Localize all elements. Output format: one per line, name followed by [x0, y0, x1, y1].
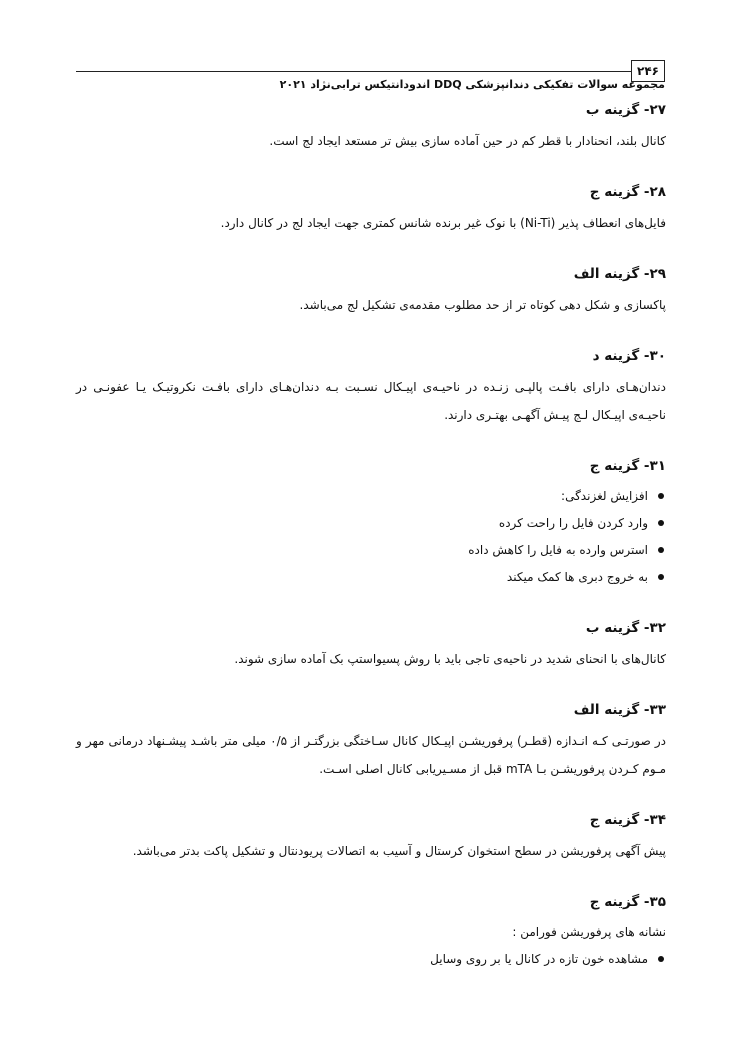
answer-29 [76, 262, 666, 319]
list-item [76, 510, 666, 537]
answer-35 [76, 890, 666, 973]
answer-27 [76, 98, 666, 155]
answer-explanation: کانال‌های با انحنای شدید در ناحیه‌ی تاجی باید با روش پسیواستپ بک آماده سازی شوند. [234, 652, 666, 666]
answer-title: ۳۱- گزینه ج [589, 458, 666, 474]
bullet-icon [658, 956, 664, 962]
answer-explanation: پیش آگهی پرفوریشن در سطح استخوان کرستال و آسیب به اتصالات پریودنتال و تشکیل پاکت بدتر می‌باشد. [132, 844, 666, 858]
answer-title: ۳۵- گزینه ج [589, 894, 666, 910]
list-item-text: مشاهده خون تازه در کانال یا بر روی وسایل [430, 952, 648, 966]
answer-title: ۲۸- گزینه ج [589, 184, 666, 200]
answer-34 [76, 808, 666, 865]
answer-title: ۳۳- گزینه الف [573, 702, 666, 718]
answer-title: ۳۲- گزینه ب [585, 620, 666, 636]
answer-explanation: دندان‌هـای دارای بافـت پالپـی زنـده در ناحیـه‌ی اپیـکال نسـبت بـه دندان‌هـای دارای بافـت نکروتیـک یـا عفونـی در ناحیـه‌ی اپیـکال لـج پیـش آگهـی بهتـری دارند. [76, 380, 666, 422]
bullet-icon [658, 547, 664, 553]
answer-28 [76, 180, 666, 237]
bullet-icon [658, 574, 664, 580]
answer-30 [76, 344, 666, 429]
list-item-text: استرس وارده به فایل را کاهش داده [468, 543, 648, 557]
answer-explanation: در صورتـی کـه انـدازه (قطـر) پرفوریشـن اپیـکال کانال سـاختگی بزرگتـر از ۰/۵ میلی متر باشـد پیشـنهاد درمانی مهر و مـوم کـردن پرفوریشـن بـا mTA قبل از مسـیریابی کانال اصلی اسـت. [76, 734, 666, 776]
list-item [76, 537, 666, 564]
answer-label: نشانه های پرفوریشن فورامن : [512, 925, 666, 939]
list-item [76, 564, 666, 591]
answer-explanation: کانال بلند، انحنادار با قطر کم در حین آماده سازی بیش تر مستعد ایجاد لج است. [269, 134, 666, 148]
answer-title: ۳۰- گزینه د [592, 348, 666, 364]
answer-explanation: فایل‌های انعطاف پذیر (Ni-Ti) با نوک غیر برنده شانس کمتری جهت ایجاد لج در کانال دارد. [220, 216, 666, 230]
answer-31 [76, 454, 666, 591]
bullet-icon [658, 493, 664, 499]
bullet-list [76, 946, 666, 973]
page-header [76, 60, 665, 94]
answer-explanation: پاکسازی و شکل دهی کوتاه تر از حد مطلوب مقدمه‌ی تشکیل لج می‌باشد. [299, 298, 666, 312]
list-item-text: به خروج دبری ها کمک میکند [506, 570, 648, 584]
answer-title: ۲۷- گزینه ب [585, 102, 666, 118]
book-title: مجموعه سوالات تفکیکی دندانپزشکی DDQ اندودانتیکس ترابی‌نژاد ۲۰۲۱ [279, 78, 665, 91]
answer-33 [76, 698, 666, 783]
answer-title: ۲۹- گزینه الف [573, 266, 666, 282]
answer-title: ۳۴- گزینه ج [589, 812, 666, 828]
list-item [76, 483, 666, 510]
bullet-list [76, 483, 666, 591]
list-item-text: وارد کردن فایل را راحت کرده [498, 516, 648, 530]
list-item-text: افزایش لغزندگی: [561, 489, 648, 503]
list-item [76, 946, 666, 973]
answers-content [76, 98, 666, 998]
header-rule [76, 71, 631, 72]
answer-32 [76, 616, 666, 673]
page-number: ۲۴۶ [631, 60, 665, 82]
bullet-icon [658, 520, 664, 526]
